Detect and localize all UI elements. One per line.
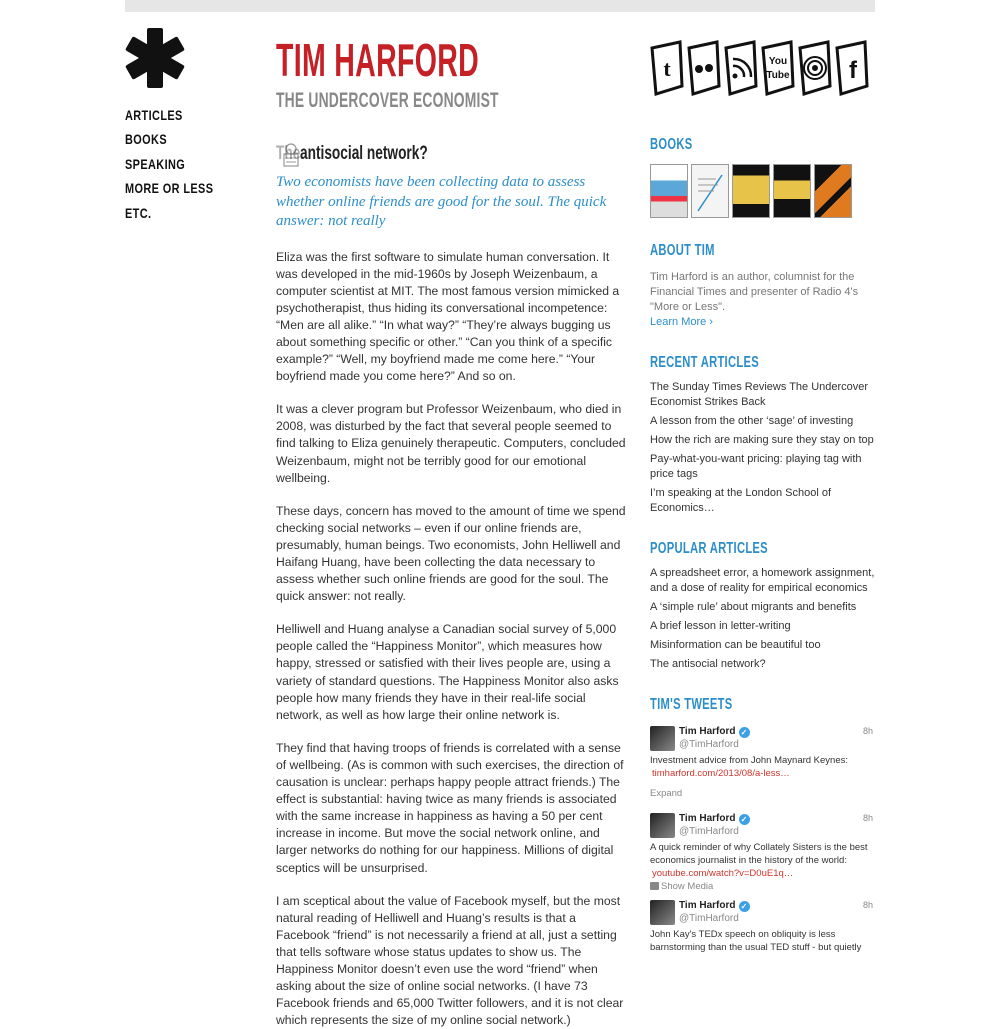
about-block <box>650 270 875 330</box>
popular-article-link[interactable]: A brief lesson in letter-writing <box>650 619 875 634</box>
learn-more-link[interactable]: Learn More › <box>650 315 875 330</box>
article-paragraph: It was a clever program but Professor Weizenbaum, who died in 2008, was disturbed by the fact that several people seemed to find talking to Eliza genuinely therapeutic. Computers, concluded Weizenbaum, might not be terribly good for our emotional wellbeing. <box>276 401 628 486</box>
books-heading: BOOKS <box>650 136 808 154</box>
nav-etc[interactable]: ETC. <box>125 202 213 226</box>
tweet <box>650 726 875 813</box>
recent-article-link[interactable]: Pay-what-you-want pricing: playing tag with price tags <box>650 452 875 482</box>
asterisk-logo-icon[interactable] <box>125 28 185 88</box>
recent-articles-heading: RECENT ARTICLES <box>650 354 808 372</box>
nav-articles[interactable]: ARTICLES <box>125 104 213 128</box>
avatar[interactable] <box>650 726 675 751</box>
popular-article-link[interactable]: Misinformation can be beautiful too <box>650 638 875 653</box>
tweet <box>650 900 875 987</box>
article-paragraph: Eliza was the first software to simulate human conversation. It was developed in the mid-1960s by Joseph Weizenbaum, a computer scientist at MIT. The most famous version mimicked a psychotherapist, thus hiding its conversational incompetence: “Men are all alike.” “In what way?” “They’re always bugging us about something specific or other.” “Can you think of a specific example?” “Well, my boyfriend made me come here.” “Your boyfriend made you come here?” And so on. <box>276 249 628 386</box>
tweet-handle[interactable]: @TimHarford <box>679 913 739 924</box>
tweet-author-name: Tim Harford <box>679 726 736 737</box>
youtube-icon[interactable] <box>761 40 795 96</box>
tweet-link[interactable]: timharford.com/2013/08/a-less… <box>650 767 875 780</box>
tweet-time[interactable]: 8h <box>863 726 873 736</box>
svg-text:Tube: Tube <box>766 70 790 81</box>
nav-books[interactable]: BOOKS <box>125 128 213 152</box>
article-title-prefix: The <box>276 143 300 165</box>
recent-article-link[interactable]: A lesson from the other ‘sage’ of investing <box>650 414 875 429</box>
popular-articles-heading: POPULAR ARTICLES <box>650 540 808 558</box>
about-text: Tim Harford is an author, columnist for the Financial Times and presenter of Radio 4's "More or Less". <box>650 270 875 315</box>
facebook-icon[interactable] <box>835 40 869 96</box>
book-cover-undercover-economist-strikes-back[interactable] <box>650 164 688 218</box>
article-title-row <box>276 138 628 170</box>
tweet-author[interactable] <box>679 813 750 825</box>
play-icon <box>650 882 659 890</box>
tweet-text: A quick reminder of why Collately Sisters is the best economics journalist in the history of the world: <box>650 842 868 866</box>
svg-text:t: t <box>663 56 671 81</box>
article-standfirst: Two economists have been collecting data to assess whether online friends are good for the soul. The quick answer: not really <box>276 173 628 232</box>
popular-article-link[interactable]: A ‘simple rule’ about migrants and benefits <box>650 600 875 615</box>
book-covers <box>650 164 875 218</box>
article-body <box>276 249 628 1029</box>
popular-article-link[interactable]: A spreadsheet error, a homework assignment, and a dose of reality for empirical economics <box>650 566 875 596</box>
tweets-heading: TIM'S TWEETS <box>650 696 808 714</box>
article-paragraph: These days, concern has moved to the amount of time we spend checking social networks – even if our online friends are, presumably, human beings. Two economists, John Helliwell and Haifang Huang, have been collecting the data necessary to assess whether such online friends are good for the soul. The quick answer: not really. <box>276 503 628 606</box>
tweet-handle[interactable]: @TimHarford <box>679 739 739 750</box>
tweet-text-block <box>650 928 875 954</box>
recent-articles-list <box>650 380 875 516</box>
article-title: antisocial network? <box>300 143 428 165</box>
book-cover-logic-of-life[interactable] <box>773 164 811 218</box>
site-brand[interactable] <box>276 34 613 113</box>
verified-icon: ✓ <box>739 814 750 825</box>
article-paragraph: Helliwell and Huang analyse a Canadian social survey of 5,000 people called the “Happiness Monitor”, which measures how happy, stressed or satisfied with their lives people are, using a variety of standard questions. The Happiness Monitor also asks people how many friends they have in their real-life social network, as well as how large their online network is. <box>276 621 628 724</box>
tweet-time[interactable]: 8h <box>863 900 873 910</box>
avatar[interactable] <box>650 813 675 838</box>
adapt-cover-art-icon <box>692 165 730 219</box>
tweet-author-name: Tim Harford <box>679 813 736 824</box>
tweet-text: Investment advice from John Maynard Keynes: <box>650 755 848 766</box>
svg-text:You: You <box>769 56 787 67</box>
site-title: TIM HARFORD <box>276 34 485 86</box>
popular-article-link[interactable]: The antisocial network? <box>650 657 875 672</box>
svg-text:f: f <box>849 57 858 84</box>
tweet-show-media-label: Show Media <box>661 881 713 892</box>
avatar[interactable] <box>650 900 675 925</box>
social-links <box>650 40 869 96</box>
main-nav <box>125 104 238 226</box>
article <box>276 138 628 1029</box>
tweet-show-media[interactable] <box>650 881 713 892</box>
tweet-time[interactable]: 8h <box>863 813 873 823</box>
tweet-text: John Kay's TEDx speech on obliquity is less barnstorming than the usual TED stuff - but quietly <box>650 929 861 953</box>
tweet-text-block <box>650 754 875 780</box>
book-cover-undercover-economist-2[interactable] <box>814 164 852 218</box>
top-bar <box>125 0 875 12</box>
recent-article-link[interactable]: The Sunday Times Reviews The Undercover Economist Strikes Back <box>650 380 875 410</box>
tweet-expand[interactable]: Expand <box>650 788 682 799</box>
tweet-author-name: Tim Harford <box>679 900 736 911</box>
book-cover-adapt[interactable] <box>691 164 729 218</box>
tweet-handle[interactable]: @TimHarford <box>679 826 739 837</box>
verified-icon: ✓ <box>739 727 750 738</box>
twitter-icon[interactable] <box>650 40 684 96</box>
popular-articles-list <box>650 566 875 672</box>
about-heading: ABOUT TIM <box>650 242 808 260</box>
book-cover-undercover-economist[interactable] <box>732 164 770 218</box>
article-paragraph: They find that having troops of friends is correlated with a sense of wellbeing. (As is common with such exercises, the direction of causation is unclear: perhaps happy people attract friends.) The effect is substantial: having twice as many friends is associated with the same increase in happiness as having a 50 per cent increase in income. But move the social network online, and larger networks do nothing for our happiness. Millions of digital sceptics will be unsurprised. <box>276 740 628 877</box>
rss-icon[interactable] <box>724 40 758 96</box>
tweet-author[interactable] <box>679 726 750 738</box>
recent-article-link[interactable]: I’m speaking at the London School of Economics… <box>650 486 875 516</box>
podcast-icon[interactable] <box>798 40 832 96</box>
tweet-author[interactable] <box>679 900 750 912</box>
tweet-link[interactable]: youtube.com/watch?v=D0uE1q… <box>650 867 875 880</box>
verified-icon: ✓ <box>739 901 750 912</box>
recent-article-link[interactable]: How the rich are making sure they stay on top <box>650 433 875 448</box>
site-tagline: THE UNDERCOVER ECONOMIST <box>276 89 499 113</box>
article-paragraph: I am sceptical about the value of Facebook myself, but the most natural reading of Helliwell and Huang’s results is that a Facebook “friend” is not necessarily a friend at all, just a setting that tells software whose status updates to show us. The Happiness Monitor doesn’t even use the word “friend” when asking about the size of online social networks. (I have 73 Facebook friends and 65,000 Twitter followers, and it is not clear which represents the size of my online social network.) <box>276 893 628 1029</box>
tweet-text-block <box>650 841 875 880</box>
sidebar <box>650 136 875 987</box>
nav-more-or-less[interactable]: MORE OR LESS <box>125 177 213 201</box>
flickr-icon[interactable] <box>687 40 721 96</box>
nav-speaking[interactable]: SPEAKING <box>125 153 213 177</box>
tweet <box>650 813 875 900</box>
